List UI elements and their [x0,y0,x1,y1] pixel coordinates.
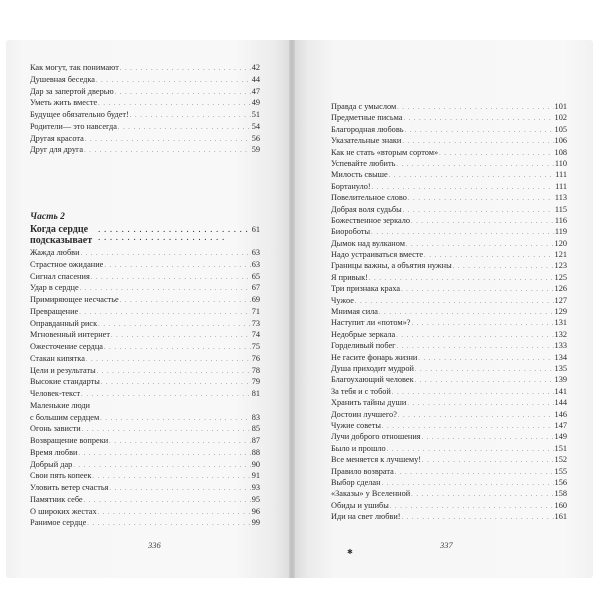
toc-entry-title: Все меняется к лучшему! [331,455,422,465]
toc-entry-page: 54 [251,121,260,131]
toc-entry-title: Жажда любви [30,248,80,257]
toc-entry [331,488,567,499]
toc-entry-page: 156 [554,477,567,487]
toc-entry [30,74,260,86]
toc-leader-dots [120,64,251,76]
toc-entry-page: 71 [251,306,260,316]
toc-entry-title: Выбор сделан [331,477,381,487]
toc-entry-title: О широких жестах [30,506,97,516]
toc-entry-page: 74 [251,330,260,340]
toc-entry-page: 106 [554,136,567,146]
toc-entry [30,412,260,424]
toc-entry [30,318,260,330]
toc-entry [30,376,260,388]
toc-entry [331,420,567,431]
toc-entry [331,238,567,249]
toc-entry-page: 108 [554,147,567,157]
toc-entry-page: 158 [554,489,567,499]
toc-entry-page: 110 [554,158,567,168]
toc-entry-page: 119 [554,227,567,237]
toc-entry-page: 144 [554,398,567,408]
part-title-leader-dots [98,226,249,242]
toc-entry-title: Горделивый побег [331,341,396,351]
toc-entry [30,470,260,482]
toc-entry-title: Чужое [331,295,354,305]
toc-entry-title: Оправданный риск [30,318,98,328]
toc-leader-dots [92,472,250,484]
toc-leader-dots [395,468,554,479]
toc-leader-dots [408,194,554,205]
toc-entry-title: Достоин лучшего? [331,409,397,419]
toc-entry-page: 111 [555,170,567,180]
toc-leader-dots [355,297,554,308]
toc-entry-title: «Заказы» у Вселенной [331,489,411,499]
toc-entry-title: Уловить ветер счастья [30,483,109,492]
toc-entry-title: Не гасите фонарь жизни [331,352,418,362]
toc-entry-page: 95 [251,494,260,504]
toc-leader-dots [101,378,251,390]
toc-entry-page: 96 [251,506,260,516]
toc-entry-page: 147 [554,420,567,430]
toc-leader-dots [86,355,251,367]
toc-leader-dots [389,171,554,182]
toc-entry [331,215,567,226]
toc-entry-title: Указательные знаки [331,136,402,146]
toc-entry-page: 47 [251,86,260,96]
toc-entry-page: 120 [554,238,567,248]
toc-leader-dots [415,365,554,376]
toc-entry-title: Надо устраиваться вместе [331,250,424,260]
toc-entry-page: 126 [554,284,567,294]
toc-entry-title: Родители— это навсегда [30,121,117,131]
toc-entry-title: Три признака краха [331,284,401,294]
toc-entry-title: Я привык! [331,272,368,282]
toc-entry [30,271,260,283]
toc-leader-dots [411,217,554,228]
toc-entry [331,340,567,351]
toc-entry-title: Памятник себе [30,494,83,504]
toc-leader-dots [85,135,251,147]
toc-leader-dots [104,261,250,273]
toc-entry-title: Иди на свет любви! [331,512,401,522]
toc-entry-title: Время любви [30,447,78,457]
toc-entry [30,494,260,506]
toc-leader-dots [81,249,251,261]
toc-entry-page: 76 [251,353,260,363]
toc-entry [30,259,260,271]
toc-entry-title: Правда с умыслом [331,102,397,111]
toc-entry-page: 99 [251,518,260,528]
toc-entry-page: 83 [251,412,260,422]
toc-entry-title: Было и прошло [331,443,386,453]
toc-entry-page: 101 [554,102,567,111]
toc-entry [331,454,567,465]
toc-leader-dots [411,490,553,501]
toc-entry-title: Бортануло! [331,181,371,191]
toc-entry [30,86,260,98]
toc-entry [331,477,567,488]
toc-entry-page: 133 [554,341,567,351]
toc-entry-title: Божественное зеркало [331,215,411,225]
toc-leader-dots [405,126,554,137]
toc-leader-dots [109,437,251,449]
toc-entry [331,409,567,420]
left-page-number: 336 [148,540,161,550]
toc-entry [331,112,567,123]
toc-entry [30,353,260,365]
toc-leader-dots [398,411,554,422]
toc-entry [30,517,260,529]
toc-leader-dots [397,103,553,114]
toc-entry [30,121,260,133]
toc-leader-dots [84,496,251,508]
toc-left-top-list [30,62,260,156]
toc-entry-page: 88 [251,447,260,457]
toc-entry-page: 125 [554,272,567,282]
toc-entry [331,192,567,203]
toc-leader-dots [118,123,251,135]
toc-entry-page: 121 [554,250,567,260]
part-title-page: 61 [251,225,260,234]
toc-leader-dots [396,331,553,342]
toc-leader-dots [407,399,553,410]
right-page-number: 337 [440,540,453,550]
toc-entry-page: 152 [554,455,567,465]
toc-entry-title: Цели и результаты [30,365,96,375]
toc-entry-title: Душевная беседка [30,74,95,84]
toc-entry [331,147,567,158]
toc-entry-page: 85 [251,424,260,434]
toc-entry-title: Милость свыше [331,170,388,180]
toc-entry [331,397,567,408]
toc-entry [30,306,260,318]
toc-entry-page: 69 [251,295,260,304]
toc-leader-dots [78,449,250,461]
toc-entry [331,352,567,363]
toc-entry-page: 131 [554,318,567,328]
toc-entry-page: 75 [251,342,260,351]
toc-entry-page: 59 [251,145,260,155]
toc-leader-dots [111,331,251,343]
toc-leader-dots [91,273,251,285]
toc-leader-dots [79,308,250,320]
toc-leader-dots [396,160,553,171]
toc-entry-page: 78 [251,365,260,375]
toc-entry-title: Удар в сердце [30,283,79,293]
toc-entry-page: 87 [251,436,260,445]
toc-leader-dots [120,296,251,308]
toc-entry-page: 115 [554,204,567,214]
toc-entry-page: 73 [251,318,260,328]
toc-entry [331,466,567,477]
toc-entry-page: 113 [554,193,567,203]
toc-entry-title: Хранить тайны души [331,398,407,408]
printer-mark: ✱ [347,548,353,556]
toc-leader-dots [100,414,251,426]
toc-entry-page: 90 [251,459,260,469]
toc-entry-title: Предметные письма [331,113,403,123]
toc-entry-title: Огонь зависти [30,424,81,434]
toc-entry [30,365,260,377]
toc-leader-dots [404,114,554,125]
toc-entry-title: Чужие советы [331,420,381,430]
toc-entry-title: За тебя и с тобой [331,386,391,396]
book-spine [289,40,295,578]
toc-leader-dots [98,320,251,332]
toc-entry [331,317,567,328]
toc-entry [331,431,567,442]
toc-entry [331,443,567,454]
toc-entry-page: 56 [251,133,260,143]
toc-entry-page: 116 [554,215,567,225]
part-title-row [30,224,260,246]
toc-entry-page: 91 [251,471,260,481]
toc-entry [30,459,260,471]
toc-entry [30,62,260,74]
toc-entry [30,506,260,518]
toc-entry-page: 49 [251,98,260,108]
toc-entry [30,133,260,145]
toc-entry [331,158,567,169]
toc-entry-page: 63 [251,259,260,269]
toc-entry [331,306,567,317]
toc-entry [30,447,260,459]
toc-entry-page: 146 [554,409,567,419]
toc-entry-page: 79 [251,377,260,387]
toc-entry-title: Границы важны, а объятия нужны [331,261,452,271]
toc-entry [30,282,260,294]
toc-entry [331,283,567,294]
toc-leader-dots [84,146,251,158]
toc-entry-page: 123 [554,261,567,271]
toc-entry-page: 67 [251,283,260,293]
toc-entry-title: Превращение [30,306,79,316]
toc-entry [331,260,567,271]
toc-entry-page: 65 [251,271,260,281]
toc-entry [30,388,260,400]
toc-entry-title: Возвращение вопреки [30,436,109,445]
toc-entry-title: Правило возврата [331,466,394,476]
toc-entry-title: Маленькие люди [30,400,90,410]
toc-leader-dots [115,88,251,100]
toc-entry-title: Друг для друга [30,145,84,155]
toc-leader-dots [411,319,553,330]
toc-entry-page: 134 [554,352,567,362]
toc-entry-title: Успевайте любить [331,158,396,168]
toc-entry [30,435,260,447]
toc-entry-page: 141 [554,386,567,396]
toc-leader-dots [415,376,554,387]
toc-entry-title: Благородная любовь [331,124,404,134]
part-title: Когда сердце подсказывает [30,224,93,246]
toc-entry-page: 44 [251,74,260,84]
toc-leader-dots [418,354,553,365]
toc-entry [30,109,260,121]
toc-entry-title: Мнимая сила [331,307,378,317]
toc-entry-title: с большим сердцем [30,412,100,422]
toc-entry [30,144,260,156]
toc-entry [331,295,567,306]
toc-entry-page: 51 [251,110,260,119]
toc-entry [331,181,567,192]
toc-left-main-list [30,247,260,529]
toc-entry-page: 135 [554,363,567,373]
toc-leader-dots [406,240,554,251]
toc-entry-title: Стакан кипятка [30,353,85,363]
toc-entry [30,247,260,259]
toc-leader-dots [104,343,251,355]
toc-entry-title: Ожесточение сердца [30,342,103,351]
toc-entry [30,341,260,353]
toc-leader-dots [392,388,554,399]
toc-entry-page: 81 [251,389,260,398]
toc-entry-title: Примиряющее несчастье [30,295,119,304]
toc-entry-page: 102 [554,113,567,123]
toc-entry-page: 111 [555,181,567,191]
toc-entry [30,97,260,109]
toc-entry-page: 155 [554,466,567,476]
toc-entry [331,169,567,180]
toc-entry [331,249,567,260]
toc-entry-title: Другая красота [30,133,84,143]
toc-entry-title: Будущее обязательно будет! [30,110,129,119]
toc-leader-dots [109,484,250,496]
toc-entry-page: 132 [554,329,567,339]
toc-entry-title: Сигнал спасения [30,271,90,281]
toc-entry-title: Высокие стандарты [30,377,100,387]
toc-entry [331,204,567,215]
toc-entry-title: Повелительное слово [331,193,407,203]
toc-entry [331,135,567,146]
toc-entry [331,272,567,283]
toc-entry-title: Как не стать «вторым сортом» [331,147,439,157]
toc-entry-page: 63 [251,248,260,257]
toc-entry [30,482,260,494]
toc-leader-dots [81,390,251,402]
toc-leader-dots [422,433,554,444]
toc-entry-page: 160 [554,500,567,510]
toc-entry-page: 139 [554,375,567,385]
toc-right-list [331,101,567,522]
toc-leader-dots [439,149,553,160]
toc-entry-page: 129 [554,307,567,317]
toc-entry [331,124,567,135]
toc-entry-title: Как могут, так понимают [30,63,119,72]
toc-entry-title: Добрая воля судьбы [331,204,402,214]
toc-entry-title: Благоухающий человек [331,375,414,385]
toc-leader-dots [130,111,251,123]
toc-entry-title: Обиды и ушибы [331,500,389,510]
toc-entry-title: Добрый дар [30,459,73,469]
toc-entry [331,226,567,237]
toc-entry-title: Ранимое сердце [30,518,87,528]
toc-entry-title: Человек-текст [30,389,81,398]
toc-leader-dots [403,206,554,217]
toc-entry-page: 127 [554,295,567,305]
toc-entry [331,500,567,511]
toc-entry [331,329,567,340]
toc-entry-page: 151 [554,443,567,453]
toc-entry [30,294,260,306]
part-label: Часть 2 [30,212,65,222]
toc-entry [331,374,567,385]
toc-leader-dots [98,508,251,520]
toc-entry-title: Недобрые зеркала [331,329,396,339]
toc-entry [331,101,567,112]
toc-leader-dots [96,76,251,88]
toc-entry-title: Дымок над вулканом [331,238,405,248]
toc-entry-page: 42 [251,63,260,72]
toc-entry-page: 149 [554,432,567,442]
toc-entry [331,386,567,397]
toc-entry-title: Уметь жить вместе [30,98,98,108]
toc-entry [331,511,567,522]
toc-entry-title: Страстное ожидание [30,259,104,269]
toc-entry-page: 105 [554,124,567,134]
toc-leader-dots [97,367,251,379]
toc-entry-title: Дар за запертой дверью [30,86,114,96]
toc-entry-title: Наступит ли «потом»? [331,318,411,328]
toc-leader-dots [422,456,554,467]
toc-leader-dots [390,502,554,513]
toc-entry-title: Биороботы [331,227,371,237]
toc-leader-dots [453,262,554,273]
toc-entry [30,423,260,435]
toc-entry-page: 161 [554,512,567,522]
toc-entry [30,329,260,341]
toc-entry [331,363,567,374]
toc-entry-page: 93 [251,483,260,492]
toc-leader-dots [397,342,554,353]
toc-leader-dots [73,461,250,473]
toc-leader-dots [402,513,554,524]
toc-entry-title: Мгновенный интернет [30,330,110,340]
toc-entry-title: Лучи доброго отношения [331,432,421,442]
toc-entry-title: Душа приходит мудрой [331,363,414,373]
toc-leader-dots [401,285,553,296]
toc-leader-dots [87,519,250,531]
toc-entry-title: Свои пять копеек [30,471,92,481]
